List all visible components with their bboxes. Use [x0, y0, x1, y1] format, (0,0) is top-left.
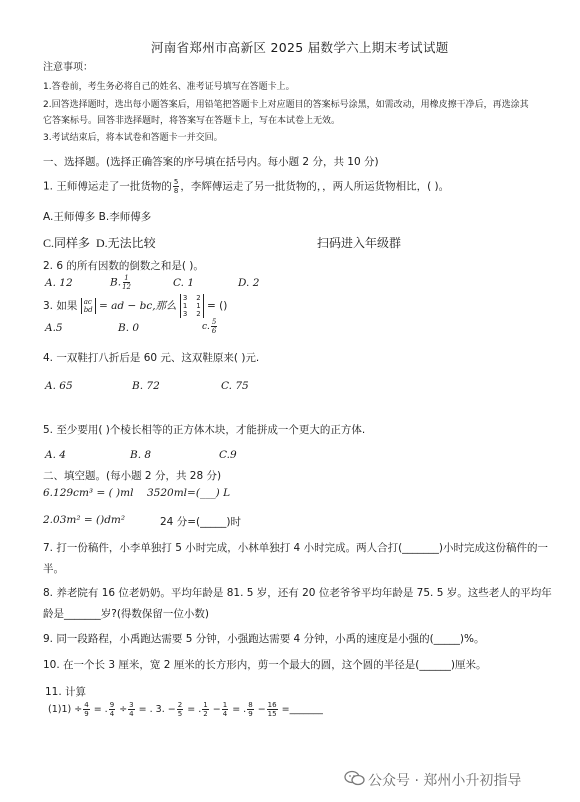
- q1-options-ab: A.王师傅多 B.李师傅多: [43, 211, 152, 223]
- q6-liter-conversion: 3520ml=(___) L: [147, 487, 231, 499]
- q3-mid: = ad − bc,那么: [99, 300, 177, 312]
- q2-option-d: D. 2: [238, 277, 260, 289]
- q11-fraction: [202, 701, 208, 718]
- scan-qr-note: 扫码进入年级群: [317, 236, 402, 250]
- q2-option-c: C. 1: [173, 277, 195, 289]
- q3-det2-row3: 3 2: [182, 310, 201, 318]
- q5-option-a: A. 4: [45, 449, 66, 461]
- q3-option-c-prefix: c.: [202, 322, 210, 332]
- notice-item-2-cont: 它答案标号。回答非选择题时，将答案写在答题卡上，写在本试卷上无效。: [43, 116, 341, 126]
- q1-option-c: C.同样多: [43, 236, 91, 250]
- q11-fraction-den: 5: [177, 710, 183, 718]
- q11-fraction-num: 8: [248, 701, 253, 709]
- wechat-icon: [344, 770, 366, 786]
- q4-option-a: A. 65: [45, 380, 73, 392]
- q11-fraction-num: 4: [84, 701, 89, 709]
- q11-part: = .: [232, 704, 247, 715]
- q11-fraction-den: 15: [267, 710, 277, 718]
- q3-option-a: A.5: [45, 322, 63, 334]
- section-1-heading: 一、选择题。(选择正确答案的序号填在括号内。每小题 2 分，共 10 分): [43, 156, 379, 168]
- q11-fraction-num: 9: [109, 701, 115, 709]
- q3-det1-row2: bd: [83, 306, 93, 314]
- question-11-heading: 11. 计算: [45, 686, 87, 698]
- q11-fraction: [222, 701, 228, 718]
- q11-fraction-den: 2: [203, 710, 208, 718]
- q1-fraction-den: 8: [173, 187, 179, 195]
- q6-volume-conversion: 6.129cm³ = ( )ml: [43, 487, 134, 499]
- q11-fraction: [247, 701, 253, 718]
- question-7: 7. 打一份稿件，小李单独打 5 小时完成，小林单独打 4 小时完成。两人合打(_______)小时完成这份稿件的一: [43, 542, 549, 554]
- q2-option-b: [110, 274, 132, 291]
- question-4: 4. 一双鞋打八折后是 60 元、这双鞋原来( )元.: [43, 352, 260, 364]
- q11-part: −: [257, 704, 266, 715]
- q3-option-c-num: 5: [211, 318, 217, 326]
- q11-part: = .: [187, 704, 202, 715]
- watermark-text: 公众号 · 郑州小升初指导: [368, 773, 522, 789]
- q3-option-c: [202, 318, 218, 335]
- notice-item-2: 2.回答选择题时，选出每小题答案后，用铅笔把答题卡上对应题目的答案标号涂黑，如需改动，用橡皮擦干净后，再选涂其: [43, 100, 529, 110]
- q3-det1-row1: ac: [83, 298, 92, 306]
- q5-option-b: B. 8: [130, 449, 152, 461]
- q11-part: = . 3. −: [138, 704, 176, 715]
- q11-fraction: [128, 701, 134, 718]
- question-7-cont: 半。: [43, 563, 64, 575]
- q11-part: = .: [93, 704, 108, 715]
- notice-item-3: 3.考试结束后，将本试卷和答题卡一并交回。: [43, 133, 223, 143]
- notice-item-1: 1.答卷前，考生务必将自己的姓名、准考证号填写在答题卡上。: [43, 82, 295, 92]
- question-8: 8. 养老院有 16 位老奶奶。平均年龄是 81. 5 岁，还有 20 位老爷爷平均年龄是 75. 5 岁。这些老人的平均年: [43, 587, 552, 599]
- question-11-expressions: [48, 701, 323, 718]
- q2-option-a: A. 12: [45, 277, 73, 289]
- q3-end: = (): [207, 300, 228, 312]
- section-2-heading: 二、填空题。(每小题 2 分，共 28 分): [43, 470, 222, 482]
- q11-fraction: [83, 701, 89, 718]
- q11-part: ÷: [119, 704, 128, 715]
- question-1: [43, 178, 449, 195]
- q5-option-c: C.9: [219, 449, 237, 461]
- q11-fraction-num: 1: [222, 701, 228, 709]
- q11-fraction: [267, 701, 278, 718]
- q11-part: =_______: [281, 704, 323, 715]
- q6-time-conversion: 24 分=(_____)时: [160, 516, 241, 528]
- q11-fraction-den: 4: [129, 710, 134, 718]
- q11-part: −: [212, 704, 221, 715]
- q1-text-before: 1. 王师傅运走了一批货物的: [43, 180, 172, 193]
- q3-option-c-den: 6: [211, 327, 217, 335]
- question-3: [43, 294, 227, 318]
- q1-option-d: D.无法比较: [96, 236, 156, 250]
- exam-title: 河南省郑州市高新区 2025 届数学六上期末考试试题: [151, 40, 449, 55]
- q11-fraction-den: 4: [109, 710, 115, 718]
- q11-fraction-num: 3: [129, 701, 134, 709]
- q2-option-b-den: 12: [122, 283, 131, 291]
- q1-text-after: ，李辉傅运走了另一批货物的，，两人所运货物相比，( )。: [180, 180, 450, 193]
- q11-fraction-num: 16: [267, 701, 277, 709]
- q1-fraction: [173, 178, 179, 195]
- q3-option-b: B. 0: [118, 322, 140, 334]
- q11-fraction-den: 9: [84, 710, 89, 718]
- q1-fraction-num: 5: [173, 178, 179, 186]
- q3-det2-row1: 3 2: [182, 294, 201, 302]
- question-2: 2. 6 的所有因数的倒数之和是( )。: [43, 260, 204, 272]
- notice-heading: 注意事项：: [43, 62, 93, 73]
- q3-prefix: 3. 如果: [43, 300, 78, 312]
- q2-option-b-prefix: B.: [110, 276, 122, 289]
- q3-determinant-def: [81, 298, 96, 314]
- question-8-cont: 龄是_______岁?(得数保留一位小数): [43, 608, 210, 620]
- q11-fraction: [177, 701, 183, 718]
- question-9: 9. 同一段路程，小禹跑达需要 5 分钟，小强跑达需要 4 分钟，小禹的速度是小强的(_____)%。: [43, 633, 485, 645]
- q11-fraction: [109, 701, 115, 718]
- q3-det2-row2: 1 1: [182, 302, 201, 310]
- q2-option-b-fraction: [122, 274, 131, 291]
- q2-option-b-num: 1: [124, 274, 129, 282]
- q3-determinant: [180, 294, 204, 318]
- q4-option-b: B. 72: [132, 380, 160, 392]
- q11-fraction-num: 2: [177, 701, 183, 709]
- question-5: 5. 至少要用( )个棱长相等的正方体木块，才能拼成一个更大的正方体.: [43, 424, 366, 436]
- q11-fraction-den: 4: [222, 710, 228, 718]
- q11-part: (1)1) ÷: [48, 704, 83, 715]
- q6-area-conversion: 2.03m² = ()dm²: [43, 514, 126, 526]
- q11-fraction-num: 1: [203, 701, 208, 709]
- q11-fraction-den: 9: [248, 710, 253, 718]
- question-10: 10. 在一个长 3 厘米，宽 2 厘米的长方形内，剪一个最大的圆，这个圆的半径是(______)厘米。: [43, 659, 487, 671]
- q3-option-c-fraction: [211, 318, 217, 335]
- q4-option-c: C. 75: [221, 380, 249, 392]
